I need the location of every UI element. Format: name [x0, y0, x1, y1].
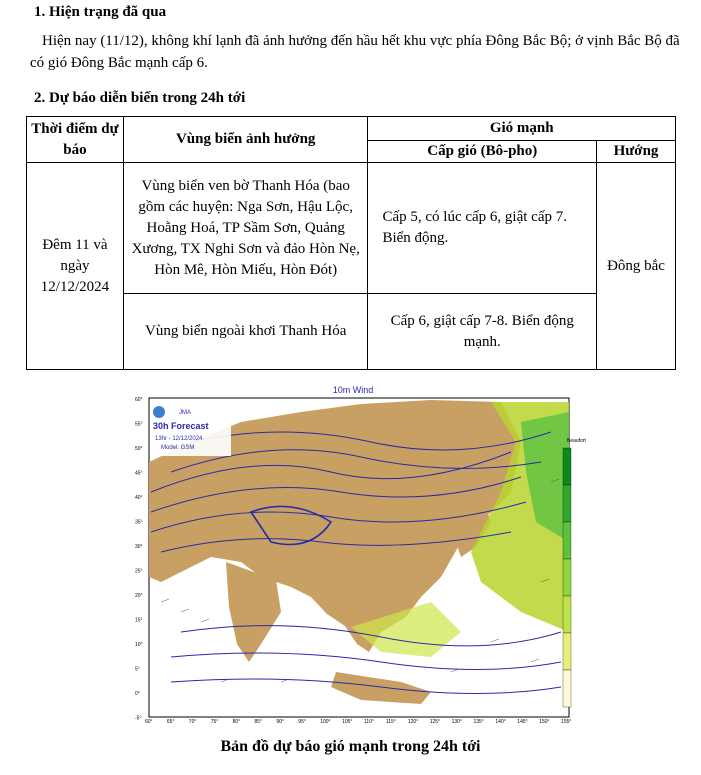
map-title: 10m Wind — [332, 385, 374, 395]
legend-swatch — [563, 596, 571, 633]
lon-label: 135° — [473, 719, 484, 725]
beaufort-legend — [563, 438, 587, 707]
longitude-labels — [145, 719, 571, 725]
map-caption: Bản đồ dự báo gió mạnh trong 24h tới — [220, 738, 481, 755]
lon-label: 110° — [364, 719, 374, 725]
map-model: Model: GSM — [161, 445, 195, 451]
lat-label: 0° — [135, 691, 140, 697]
jma-logo-icon — [153, 406, 165, 418]
lon-label: 115° — [385, 719, 396, 725]
lat-label: -5° — [135, 715, 142, 722]
lat-label: 35° — [135, 519, 143, 526]
header-direction: Hướng — [597, 141, 676, 163]
cell-area-1: Vùng biển ven bờ Thanh Hóa (bao gồm các huyện: Nga Sơn, Hậu Lộc, Hoằng Hoá, TP Sầm Sơn, Quảng Xương, TX Nghi Sơn và đảo Hòn Nẹ, Hòn Mê, Hòn Miếu, Hòn Đót) — [123, 163, 368, 294]
section1-heading: 1. Hiện trạng đã qua — [34, 4, 167, 20]
header-level: Cấp gió (Bô-pho) — [368, 141, 597, 163]
legend-swatch — [563, 670, 571, 707]
section1-paragraph: Hiện nay (11/12), không khí lạnh đã ảnh hưởng đến hầu hết khu vực phía Đông Bắc Bộ; ở vịnh Bắc Bộ đã có gió Đông Bắc mạnh cấp 6. — [30, 33, 680, 71]
lon-label: 100° — [320, 719, 331, 725]
lon-label: 150° — [539, 719, 550, 725]
wind-forecast-map — [131, 382, 586, 725]
cell-direction: Đông bắc — [597, 163, 676, 370]
lon-label: 70° — [188, 719, 197, 725]
lon-label: 85° — [254, 719, 263, 725]
section2-heading: 2. Dự báo diễn biến trong 24h tới — [34, 90, 246, 106]
lat-label: 15° — [135, 617, 143, 624]
lat-label: 20° — [135, 593, 143, 599]
lat-label: 45° — [135, 470, 143, 477]
lon-label: 130° — [451, 719, 462, 725]
map-forecast: 30h Forecast — [153, 421, 209, 431]
lat-label: 5° — [135, 666, 140, 673]
header-time: Thời điểm dự báo — [27, 117, 124, 163]
lat-label: 40° — [135, 495, 143, 501]
lon-label: 90° — [276, 719, 284, 725]
latitude-labels — [135, 397, 143, 722]
lon-label: 65° — [166, 719, 175, 725]
forecast-table — [26, 116, 676, 370]
lat-label: 10° — [135, 642, 143, 648]
lon-label: 75° — [210, 719, 219, 725]
lon-label: 105° — [342, 719, 353, 725]
map-period: 13hr - 12/12/2024 — [155, 436, 203, 442]
cell-level-2: Cấp 6, giật cấp 7-8. Biển động mạnh. — [368, 294, 597, 370]
legend-swatch — [563, 485, 571, 522]
lon-label: 120° — [407, 719, 419, 725]
svg-text:JMA: JMA — [179, 410, 191, 416]
map-info-box — [151, 402, 231, 456]
lat-label: 25° — [135, 568, 143, 575]
lon-label: 125° — [429, 719, 441, 725]
cell-area-2: Vùng biển ngoài khơi Thanh Hóa — [123, 294, 368, 370]
legend-title: Beaufort — [567, 438, 586, 444]
lon-label: 155° — [561, 719, 572, 725]
lon-label: 80° — [232, 719, 241, 725]
legend-swatch — [563, 522, 571, 559]
lon-label: 140° — [495, 719, 506, 725]
legend-swatch — [563, 559, 571, 596]
lon-label: 60° — [145, 719, 153, 725]
lat-label: 55° — [135, 421, 143, 428]
legend-swatch — [563, 633, 571, 670]
header-wind: Gió mạnh — [368, 117, 676, 141]
lat-label: 50° — [135, 446, 143, 452]
legend-swatch — [563, 448, 571, 485]
lon-label: 145° — [517, 719, 528, 725]
header-area: Vùng biển ảnh hưởng — [123, 117, 368, 163]
lat-label: 30° — [135, 544, 143, 550]
lon-label: 95° — [298, 719, 306, 725]
cell-time: Đêm 11 và ngày 12/12/2024 — [27, 163, 124, 370]
lat-label: 60° — [135, 397, 143, 403]
cell-level-1: Cấp 5, có lúc cấp 6, giật cấp 7. Biển động. — [368, 163, 597, 294]
